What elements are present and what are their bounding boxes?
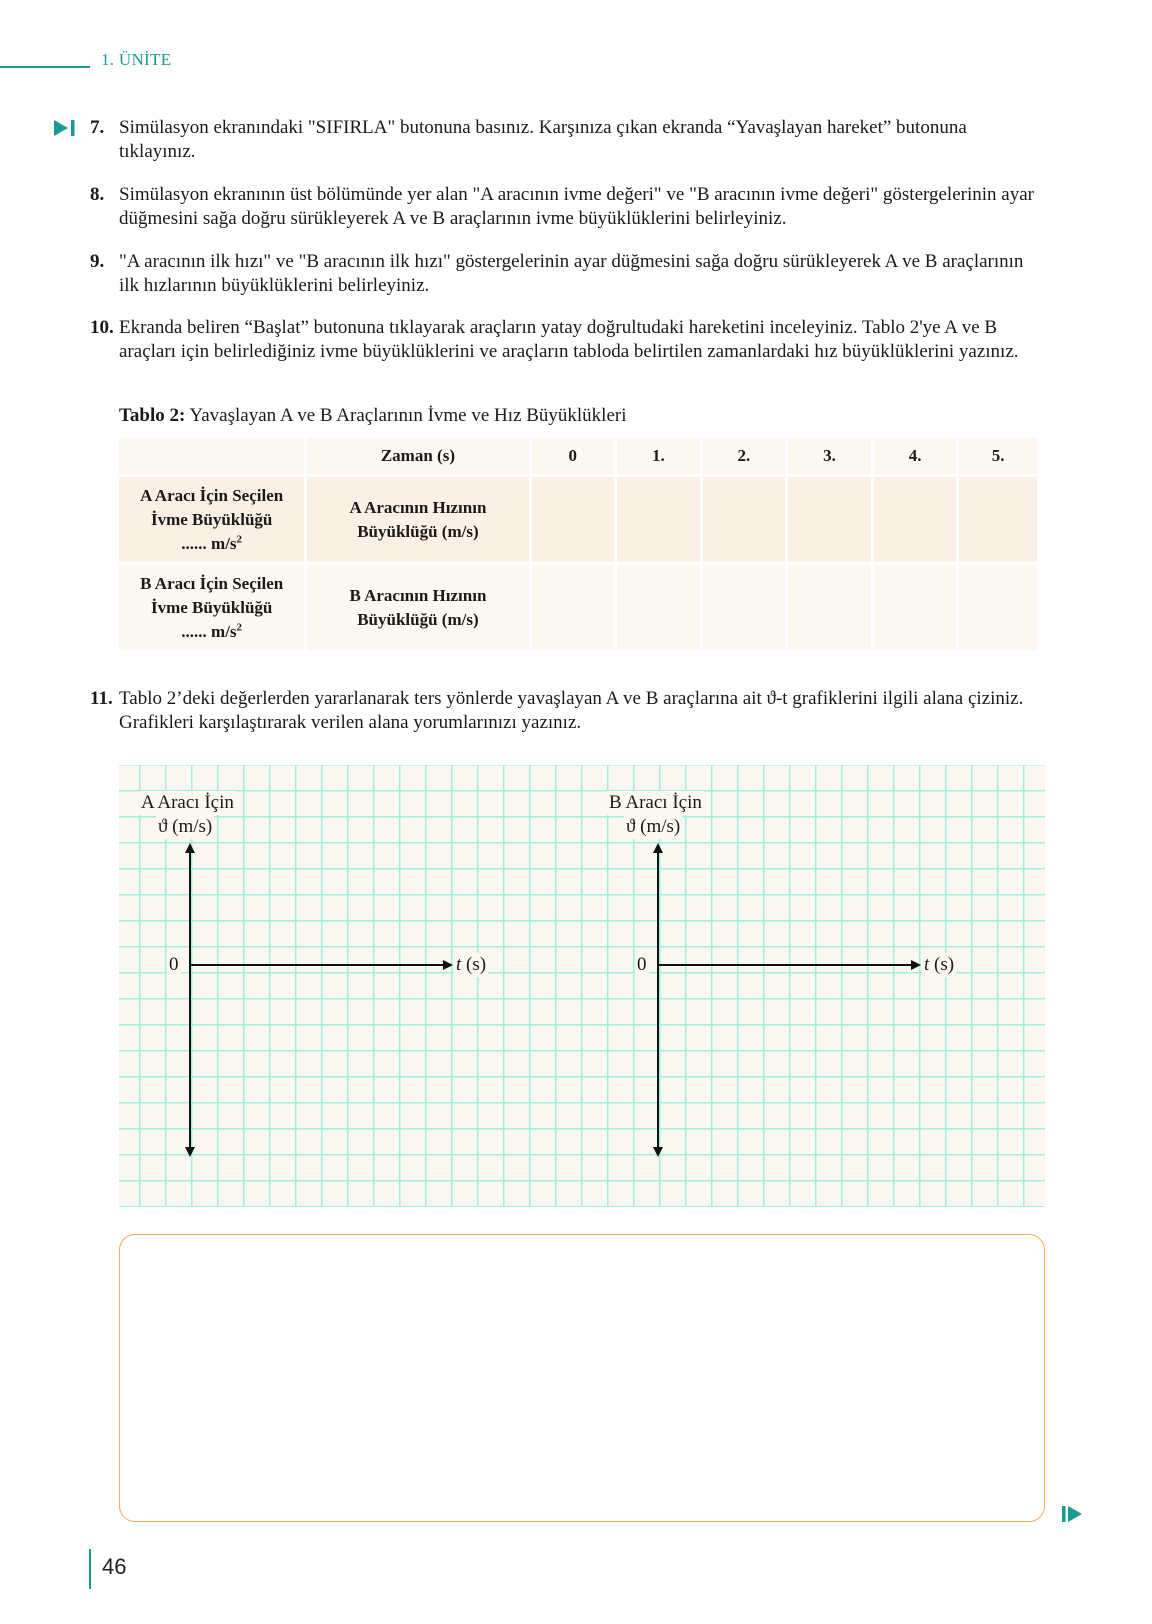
play-end-icon — [1061, 1505, 1083, 1523]
table-header-row — [119, 438, 1037, 474]
play-start-icon — [54, 119, 76, 137]
question-text: Tablo 2’deki değerlerden yararlanarak ters yönlerde yavaşlayan A ve B araçlarına ait ϑ-t grafiklerini ilgili alana çiziniz. Grafikleri karşılaştırarak verilen alana yorumlarınızı yazınız. — [119, 688, 1024, 733]
graph-b-title: B Aracı İçin — [609, 792, 702, 813]
comments-answer-box[interactable] — [119, 1234, 1045, 1522]
question-text: Simülasyon ekranındaki "SIFIRLA" butonuna basınız. Karşınıza çıkan ekranda “Yavaşlayan hareket” butonuna tıklayınız. — [119, 117, 967, 162]
graph-a-x-label: t (s) — [456, 954, 487, 975]
time-col-2: 2. — [703, 438, 786, 474]
question-11 — [90, 687, 1042, 735]
table-caption — [119, 405, 627, 427]
graph-b-x-label: t (s) — [924, 954, 955, 975]
graph-paper[interactable] — [119, 765, 1045, 1207]
table-caption-label: Tablo 2: — [119, 405, 186, 426]
a-selected-acceleration[interactable] — [119, 477, 304, 562]
unit-title: 1. ÜNİTE — [101, 50, 172, 69]
a-speed-cell-3[interactable] — [788, 477, 871, 562]
graph-a-y-label: ϑ (m/s) — [158, 816, 213, 837]
time-col-5: 5. — [959, 438, 1037, 474]
b-speed-cell-0[interactable] — [532, 565, 615, 650]
question-number: 10. — [90, 317, 114, 338]
b-selected-acceleration[interactable] — [119, 565, 304, 650]
page-number-bar — [89, 1549, 91, 1589]
question-9 — [90, 250, 1042, 298]
label-line: İvme Büyüklüğü — [150, 509, 273, 529]
graph-b-y-label: ϑ (m/s) — [626, 816, 681, 837]
b-speed-label — [307, 565, 528, 650]
a-speed-cell-2[interactable] — [703, 477, 786, 562]
b-speed-cell-1[interactable] — [617, 565, 700, 650]
graph-b-origin-label: 0 — [637, 954, 647, 975]
question-7 — [90, 116, 1042, 164]
acceleration-unit: ...... $m/s^2$ — [181, 532, 243, 553]
question-text: "A aracının ilk hızı" ve "B aracının ilk hızı" göstergelerinin ayar düğmesini sağa doğru sürükleyerek A ve B araçlarının ilk hızlarının büyüklüklerini belirleyiniz. — [119, 251, 1024, 296]
a-speed-cell-1[interactable] — [617, 477, 700, 562]
graph-a-title: A Aracı İçin — [141, 792, 234, 813]
header-rule — [0, 66, 90, 68]
table-row-a — [119, 477, 1037, 562]
label-line: İvme Büyüklüğü — [150, 597, 273, 617]
question-number: 11. — [90, 688, 113, 709]
time-header: Zaman (s) — [307, 438, 528, 474]
time-col-1: 1. — [617, 438, 700, 474]
time-col-4: 4. — [874, 438, 957, 474]
label-line: Büyüklüğü (m/s) — [357, 609, 479, 629]
a-speed-cell-0[interactable] — [532, 477, 615, 562]
question-number: 9. — [90, 251, 105, 272]
table-corner-cell — [119, 438, 304, 474]
table-caption-text: Yavaşlayan A ve B Araçlarının İvme ve Hız Büyüklükleri — [185, 405, 627, 426]
page-number: 46 — [102, 1554, 127, 1579]
axes-drawing — [119, 765, 1045, 1207]
label-line: Büyüklüğü (m/s) — [357, 521, 479, 541]
table-row-b — [119, 565, 1037, 650]
time-col-3: 3. — [788, 438, 871, 474]
question-text: Ekranda beliren “Başlat” butonuna tıklayarak araçların yatay doğrultudaki hareketini inceleyiniz. Tablo 2'ye A ve B araçları için belirlediğiniz ivme büyüklüklerini ve araçların tabloda belirtilen zamanlardaki hız büyüklüklerini yazınız. — [119, 317, 1019, 362]
time-col-0: 0 — [532, 438, 615, 474]
acceleration-unit: ...... $m/s^2$ — [181, 620, 243, 641]
label-line: B Aracı İçin Seçilen — [140, 573, 284, 593]
a-speed-cell-5[interactable] — [959, 477, 1037, 562]
b-speed-cell-2[interactable] — [703, 565, 786, 650]
question-8 — [90, 183, 1042, 231]
question-number: 7. — [90, 117, 105, 138]
question-number: 8. — [90, 184, 105, 205]
b-speed-cell-3[interactable] — [788, 565, 871, 650]
velocity-table — [116, 435, 1040, 653]
label-line: B Aracının Hızının — [349, 585, 487, 605]
a-speed-label — [307, 477, 528, 562]
label-line: A Aracı İçin Seçilen — [140, 485, 284, 505]
question-10 — [90, 316, 1042, 364]
b-speed-cell-4[interactable] — [874, 565, 957, 650]
question-text: Simülasyon ekranının üst bölümünde yer alan "A aracının ivme değeri" ve "B aracının ivme değeri" göstergelerinin ayar düğmesini sağa doğru sürükleyerek A ve B araçlarının ivme büyüklüklerini belirleyiniz. — [119, 184, 1034, 229]
a-speed-cell-4[interactable] — [874, 477, 957, 562]
label-line: A Aracının Hızının — [349, 497, 487, 517]
b-speed-cell-5[interactable] — [959, 565, 1037, 650]
graph-a-origin-label: 0 — [169, 954, 179, 975]
